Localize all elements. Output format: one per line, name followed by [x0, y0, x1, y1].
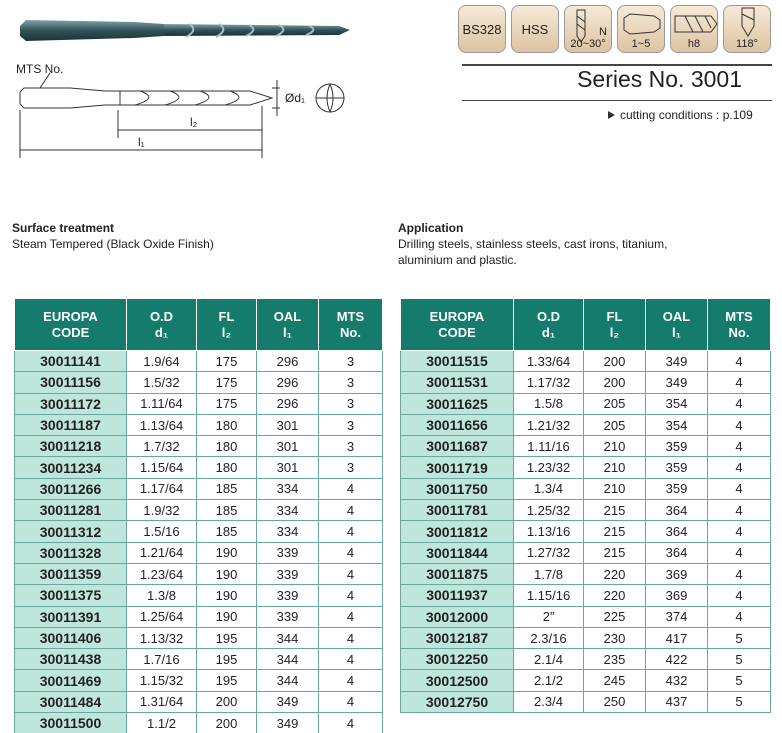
cell-fl: 190	[197, 542, 257, 563]
cell-oal: 349	[646, 351, 708, 372]
taper-badge: 1~5	[617, 5, 665, 53]
cell-od: 1.5/32	[127, 372, 197, 393]
cell-fl: 195	[197, 649, 257, 670]
point-angle-badge: 118°	[723, 5, 771, 53]
cell-fl: 220	[584, 585, 646, 606]
cell-europa-code: 30011218	[15, 436, 127, 457]
cell-oal: 296	[257, 393, 319, 414]
cell-fl: 195	[197, 627, 257, 648]
header-oal: OAL l₁	[646, 299, 708, 351]
table-header-row	[401, 299, 771, 351]
table-row	[15, 713, 383, 733]
table-row	[401, 585, 771, 606]
cell-od: 1.7/8	[514, 563, 584, 584]
cell-od: 1.33/64	[514, 351, 584, 372]
cell-oal: 301	[257, 457, 319, 478]
cell-europa-code: 30011750	[401, 478, 514, 499]
cell-mts-no: 4	[319, 542, 383, 563]
application-title: Application	[398, 221, 464, 235]
table-row	[15, 414, 383, 435]
cell-oal: 334	[257, 478, 319, 499]
cell-europa-code: 30011187	[15, 414, 127, 435]
cell-mts-no: 4	[319, 478, 383, 499]
cell-mts-no: 4	[708, 457, 771, 478]
material-badge-hss: HSS	[511, 5, 559, 53]
cell-europa-code: 30011469	[15, 670, 127, 691]
cell-mts-no: 4	[319, 713, 383, 733]
l1-label: l₁	[138, 135, 145, 149]
table-row	[401, 457, 771, 478]
cell-oal: 359	[646, 478, 708, 499]
cell-od: 1.25/32	[514, 500, 584, 521]
header-fl: FL l₂	[197, 299, 257, 351]
cell-europa-code: 30011781	[401, 500, 514, 521]
table-row	[15, 500, 383, 521]
table-row	[15, 691, 383, 712]
table-row	[401, 414, 771, 435]
cell-europa-code: 30011391	[15, 606, 127, 627]
cell-fl: 185	[197, 478, 257, 499]
table-header-row	[15, 299, 383, 351]
table-row	[401, 521, 771, 542]
cell-mts-no: 4	[319, 627, 383, 648]
cell-fl: 230	[584, 627, 646, 648]
cell-europa-code: 30011875	[401, 563, 514, 584]
cell-od: 2.1/4	[514, 649, 584, 670]
cell-oal: 339	[257, 542, 319, 563]
cell-od: 1.3/4	[514, 478, 584, 499]
cell-oal: 364	[646, 500, 708, 521]
table-row	[401, 649, 771, 670]
cell-fl: 215	[584, 521, 646, 542]
cell-oal: 296	[257, 351, 319, 372]
cell-od: 1.13/16	[514, 521, 584, 542]
mts-label: MTS No.	[16, 62, 64, 76]
cell-europa-code: 30011312	[15, 521, 127, 542]
cell-europa-code: 30011812	[401, 521, 514, 542]
cell-europa-code: 30011406	[15, 627, 127, 648]
cell-mts-no: 4	[708, 393, 771, 414]
cell-od: 1.31/64	[127, 691, 197, 712]
cell-mts-no: 4	[708, 500, 771, 521]
cell-oal: 339	[257, 585, 319, 606]
cell-od: 1.11/64	[127, 393, 197, 414]
cell-od: 1.5/16	[127, 521, 197, 542]
cell-europa-code: 30011328	[15, 542, 127, 563]
cell-europa-code: 30011375	[15, 585, 127, 606]
cell-europa-code: 30011234	[15, 457, 127, 478]
cell-europa-code: 30011531	[401, 372, 514, 393]
table-row	[401, 606, 771, 627]
cell-od: 1.15/64	[127, 457, 197, 478]
cell-oal: 301	[257, 414, 319, 435]
cell-fl: 190	[197, 606, 257, 627]
cell-fl: 200	[584, 372, 646, 393]
cell-oal: 344	[257, 627, 319, 648]
table-row	[401, 372, 771, 393]
spec-badges	[458, 5, 771, 53]
cell-europa-code: 30011719	[401, 457, 514, 478]
cell-fl: 215	[584, 500, 646, 521]
cell-mts-no: 4	[708, 585, 771, 606]
cell-mts-no: 5	[708, 649, 771, 670]
drill-photo	[14, 8, 354, 48]
cell-fl: 180	[197, 414, 257, 435]
cell-od: 2.3/4	[514, 691, 584, 712]
cell-od: 1.23/32	[514, 457, 584, 478]
cell-europa-code: 30011359	[15, 563, 127, 584]
table-row	[401, 563, 771, 584]
cell-fl: 180	[197, 457, 257, 478]
cell-oal: 359	[646, 457, 708, 478]
header-od: O.D d₁	[514, 299, 584, 351]
cell-europa-code: 30011172	[15, 393, 127, 414]
table-row	[401, 351, 771, 372]
cell-mts-no: 3	[319, 436, 383, 457]
header-fl: FL l₂	[584, 299, 646, 351]
cell-od: 1.23/64	[127, 563, 197, 584]
cell-od: 1.11/16	[514, 436, 584, 457]
l2-label: l₂	[190, 115, 198, 129]
cell-oal: 296	[257, 372, 319, 393]
table-row	[401, 691, 771, 712]
cell-europa-code: 30012187	[401, 627, 514, 648]
table-row	[401, 542, 771, 563]
cell-oal: 432	[646, 670, 708, 691]
cell-mts-no: 3	[319, 351, 383, 372]
cell-mts-no: 4	[708, 606, 771, 627]
cell-od: 1.5/8	[514, 393, 584, 414]
cell-od: 1.7/16	[127, 649, 197, 670]
material-badge-bs328: BS328	[458, 5, 506, 53]
cell-oal: 349	[257, 713, 319, 733]
cell-od: 1.27/32	[514, 542, 584, 563]
table-row	[401, 436, 771, 457]
cell-fl: 220	[584, 563, 646, 584]
diameter-label: Ød₁	[285, 91, 306, 105]
cell-europa-code: 30011156	[15, 372, 127, 393]
cell-europa-code: 30011266	[15, 478, 127, 499]
cell-europa-code: 30012750	[401, 691, 514, 712]
cell-fl: 225	[584, 606, 646, 627]
table-row	[15, 649, 383, 670]
cell-fl: 185	[197, 521, 257, 542]
cell-od: 1.21/64	[127, 542, 197, 563]
cell-europa-code: 30011281	[15, 500, 127, 521]
cell-oal: 422	[646, 649, 708, 670]
cell-mts-no: 5	[708, 670, 771, 691]
cell-oal: 334	[257, 500, 319, 521]
header-europa-code: EUROPA CODE	[15, 299, 127, 351]
table-row	[401, 670, 771, 691]
table-row	[15, 478, 383, 499]
cell-od: 1.3/8	[127, 585, 197, 606]
cell-mts-no: 3	[319, 393, 383, 414]
cell-od: 2”	[514, 606, 584, 627]
helix-angle-badge: N 20~30°	[564, 5, 612, 53]
cell-fl: 245	[584, 670, 646, 691]
cell-oal: 349	[646, 372, 708, 393]
cell-oal: 364	[646, 521, 708, 542]
cell-fl: 200	[197, 713, 257, 733]
cell-mts-no: 3	[319, 372, 383, 393]
cell-mts-no: 4	[708, 478, 771, 499]
cell-od: 1.7/32	[127, 436, 197, 457]
table-row	[15, 542, 383, 563]
cell-mts-no: 3	[319, 414, 383, 435]
cell-mts-no: 3	[319, 457, 383, 478]
cell-fl: 210	[584, 436, 646, 457]
cell-fl: 175	[197, 372, 257, 393]
cell-mts-no: 4	[319, 670, 383, 691]
cell-mts-no: 5	[708, 627, 771, 648]
table-row	[15, 393, 383, 414]
cell-fl: 235	[584, 649, 646, 670]
cell-od: 1.13/32	[127, 627, 197, 648]
cell-oal: 364	[646, 542, 708, 563]
table-row	[15, 670, 383, 691]
cell-od: 1.9/32	[127, 500, 197, 521]
cell-europa-code: 30012000	[401, 606, 514, 627]
cell-europa-code: 30011500	[15, 713, 127, 733]
header-mts-no: MTS No.	[319, 299, 383, 351]
table-row	[15, 521, 383, 542]
cell-fl: 200	[197, 691, 257, 712]
cell-fl: 195	[197, 670, 257, 691]
cell-mts-no: 4	[708, 542, 771, 563]
cell-oal: 354	[646, 393, 708, 414]
cell-fl: 190	[197, 563, 257, 584]
cell-europa-code: 30011687	[401, 436, 514, 457]
cell-od: 1.9/64	[127, 351, 197, 372]
cell-europa-code: 30011484	[15, 691, 127, 712]
cell-europa-code: 30012250	[401, 649, 514, 670]
table-row	[15, 627, 383, 648]
table-row	[15, 457, 383, 478]
cell-europa-code: 30011625	[401, 393, 514, 414]
cell-oal: 339	[257, 563, 319, 584]
series-title: Series No. 3001	[577, 66, 742, 92]
cell-mts-no: 4	[319, 563, 383, 584]
cell-fl: 190	[197, 585, 257, 606]
cell-oal: 359	[646, 436, 708, 457]
surface-treatment-body: Steam Tempered (Black Oxide Finish)	[12, 237, 214, 251]
cell-mts-no: 4	[708, 521, 771, 542]
table-row	[15, 436, 383, 457]
cell-od: 1.15/32	[127, 670, 197, 691]
cell-mts-no: 4	[708, 351, 771, 372]
cell-oal: 344	[257, 649, 319, 670]
header-od: O.D d₁	[127, 299, 197, 351]
cell-mts-no: 4	[319, 521, 383, 542]
cell-mts-no: 4	[708, 563, 771, 584]
table-row	[401, 627, 771, 648]
cell-oal: 334	[257, 521, 319, 542]
cell-od: 1.13/64	[127, 414, 197, 435]
drill-drawing	[10, 58, 360, 163]
cell-fl: 185	[197, 500, 257, 521]
cell-od: 1.17/32	[514, 372, 584, 393]
divider-bottom	[462, 100, 772, 101]
cell-oal: 354	[646, 414, 708, 435]
cell-od: 1.1/2	[127, 713, 197, 733]
cutting-conditions-link[interactable]: cutting conditions : p.109	[608, 108, 753, 122]
cell-mts-no: 4	[319, 691, 383, 712]
cell-europa-code: 30011937	[401, 585, 514, 606]
tolerance-badge: h8	[670, 5, 718, 53]
cell-europa-code: 30012500	[401, 670, 514, 691]
table-row	[401, 393, 771, 414]
application-body: Drilling steels, stainless steels, cast irons, titanium, aluminium and plastic.	[398, 237, 668, 267]
cell-oal: 369	[646, 585, 708, 606]
cell-fl: 210	[584, 478, 646, 499]
table-row	[15, 585, 383, 606]
cell-od: 1.15/16	[514, 585, 584, 606]
cell-mts-no: 4	[708, 436, 771, 457]
cell-od: 2.3/16	[514, 627, 584, 648]
cell-mts-no: 4	[708, 414, 771, 435]
cell-od: 1.17/64	[127, 478, 197, 499]
arrow-right-icon	[608, 111, 615, 119]
cell-oal: 369	[646, 563, 708, 584]
spec-table-right	[400, 298, 771, 713]
surface-treatment-title: Surface treatment	[12, 221, 115, 235]
cell-od: 1.21/32	[514, 414, 584, 435]
table-row	[15, 563, 383, 584]
cell-oal: 374	[646, 606, 708, 627]
cell-fl: 205	[584, 414, 646, 435]
cell-europa-code: 30011515	[401, 351, 514, 372]
cell-fl: 200	[584, 351, 646, 372]
cell-europa-code: 30011141	[15, 351, 127, 372]
cell-od: 1.25/64	[127, 606, 197, 627]
cell-oal: 417	[646, 627, 708, 648]
cell-mts-no: 4	[319, 649, 383, 670]
cell-mts-no: 4	[708, 372, 771, 393]
spec-table-left	[14, 298, 383, 733]
cell-oal: 339	[257, 606, 319, 627]
cell-oal: 437	[646, 691, 708, 712]
cell-fl: 180	[197, 436, 257, 457]
cell-mts-no: 5	[708, 691, 771, 712]
cell-oal: 344	[257, 670, 319, 691]
table-row	[15, 351, 383, 372]
table-row	[401, 478, 771, 499]
cell-mts-no: 4	[319, 585, 383, 606]
cell-fl: 205	[584, 393, 646, 414]
cell-fl: 215	[584, 542, 646, 563]
header-europa-code: EUROPA CODE	[401, 299, 514, 351]
header-oal: OAL l₁	[257, 299, 319, 351]
cell-fl: 175	[197, 351, 257, 372]
cell-europa-code: 30011438	[15, 649, 127, 670]
table-row	[401, 500, 771, 521]
cell-mts-no: 4	[319, 500, 383, 521]
cell-fl: 210	[584, 457, 646, 478]
table-row	[15, 606, 383, 627]
cell-oal: 301	[257, 436, 319, 457]
cell-fl: 175	[197, 393, 257, 414]
header-mts-no: MTS No.	[708, 299, 771, 351]
cell-od: 2.1/2	[514, 670, 584, 691]
cell-europa-code: 30011844	[401, 542, 514, 563]
cell-oal: 349	[257, 691, 319, 712]
cell-mts-no: 4	[319, 606, 383, 627]
cell-europa-code: 30011656	[401, 414, 514, 435]
cell-fl: 250	[584, 691, 646, 712]
table-row	[15, 372, 383, 393]
